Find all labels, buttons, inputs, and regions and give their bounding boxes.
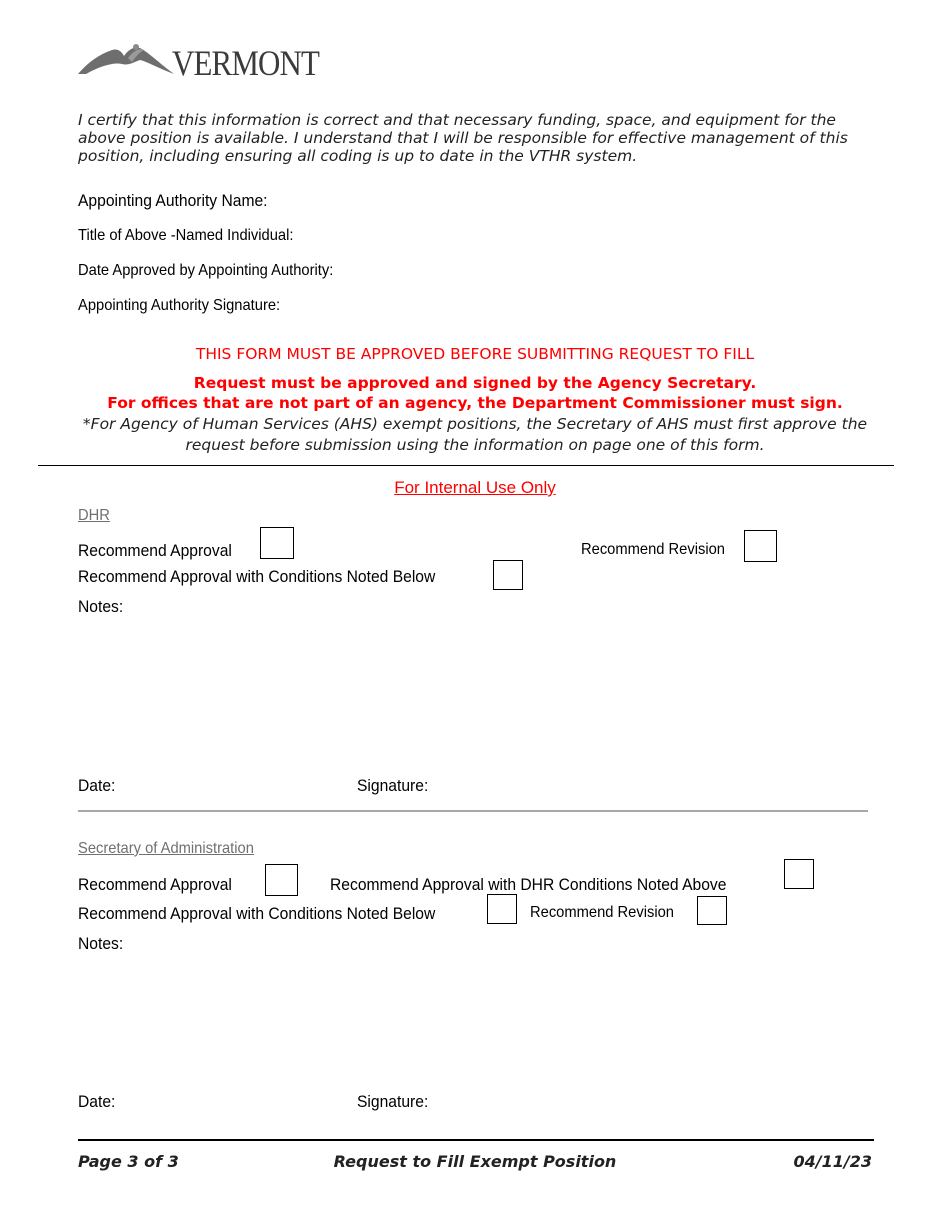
dhr-signature-label: Signature: — [357, 776, 429, 795]
sec-recommend-approval-checkbox[interactable] — [265, 864, 298, 896]
footer-form-title: Request to Fill Exempt Position — [333, 1152, 617, 1171]
sec-date-label: Date: — [78, 1092, 116, 1111]
dhr-approval-with-conditions-checkbox[interactable] — [493, 560, 523, 590]
dhr-approval-with-conditions-label: Recommend Approval with Conditions Noted Below — [78, 567, 436, 586]
vermont-logo — [78, 40, 338, 82]
agency-secretary-warning: Request must be approved and signed by the Agency Secretary. — [193, 374, 757, 392]
dhr-recommend-revision-label: Recommend Revision — [581, 541, 725, 558]
sec-recommend-revision-label: Recommend Revision — [530, 904, 674, 921]
dhr-section-divider — [78, 810, 868, 812]
sec-approval-with-dhr-conditions-checkbox[interactable] — [784, 859, 814, 889]
dhr-date-label: Date: — [78, 776, 116, 795]
title-of-named-individual-label: Title of Above -Named Individual: — [78, 227, 294, 244]
commissioner-warning: For offices that are not part of an agency, the Department Commissioner must sign. — [107, 394, 843, 412]
date-approved-label: Date Approved by Appointing Authority: — [78, 262, 334, 279]
footer-divider — [78, 1139, 874, 1141]
sec-signature-label: Signature: — [357, 1092, 429, 1111]
footer-page-number: Page 3 of 3 — [78, 1152, 179, 1171]
dhr-heading: DHR — [78, 507, 110, 524]
ahs-note-line2: request before submission using the information on page one of this form. — [185, 436, 765, 454]
section-divider — [38, 465, 894, 466]
dhr-notes-label: Notes: — [78, 597, 124, 616]
dhr-recommend-revision-checkbox[interactable] — [744, 530, 777, 562]
sec-approval-with-dhr-conditions-label: Recommend Approval with DHR Conditions Noted Above — [330, 875, 727, 894]
dhr-recommend-approval-label: Recommend Approval — [78, 541, 232, 560]
logo-text: VERMONT — [172, 43, 320, 83]
sec-approval-with-conditions-label: Recommend Approval with Conditions Noted Below — [78, 904, 436, 923]
ahs-note-line1: *For Agency of Human Services (AHS) exempt positions, the Secretary of AHS must first approve the — [82, 415, 868, 433]
sec-recommend-approval-label: Recommend Approval — [78, 875, 232, 894]
sec-approval-with-conditions-checkbox[interactable] — [487, 894, 517, 924]
approval-warning: THIS FORM MUST BE APPROVED BEFORE SUBMITTING REQUEST TO FILL — [195, 345, 755, 363]
sec-notes-label: Notes: — [78, 934, 124, 953]
footer-date: 04/11/23 — [793, 1152, 872, 1171]
dhr-recommend-approval-checkbox[interactable] — [260, 527, 294, 559]
internal-use-title: For Internal Use Only — [394, 478, 556, 497]
appointing-authority-signature-label: Appointing Authority Signature: — [78, 297, 281, 314]
secretary-heading: Secretary of Administration — [78, 840, 254, 857]
appointing-authority-name-label: Appointing Authority Name: — [78, 191, 268, 210]
sec-recommend-revision-checkbox[interactable] — [697, 896, 727, 925]
mountain-logo-icon — [78, 40, 178, 82]
certification-statement: I certify that this information is correct and that necessary funding, space, and equipment for the above position is available. I understand that I will be responsible for effective management of this position, including ensuring all coding is up to date in the VTHR system. — [78, 111, 848, 165]
